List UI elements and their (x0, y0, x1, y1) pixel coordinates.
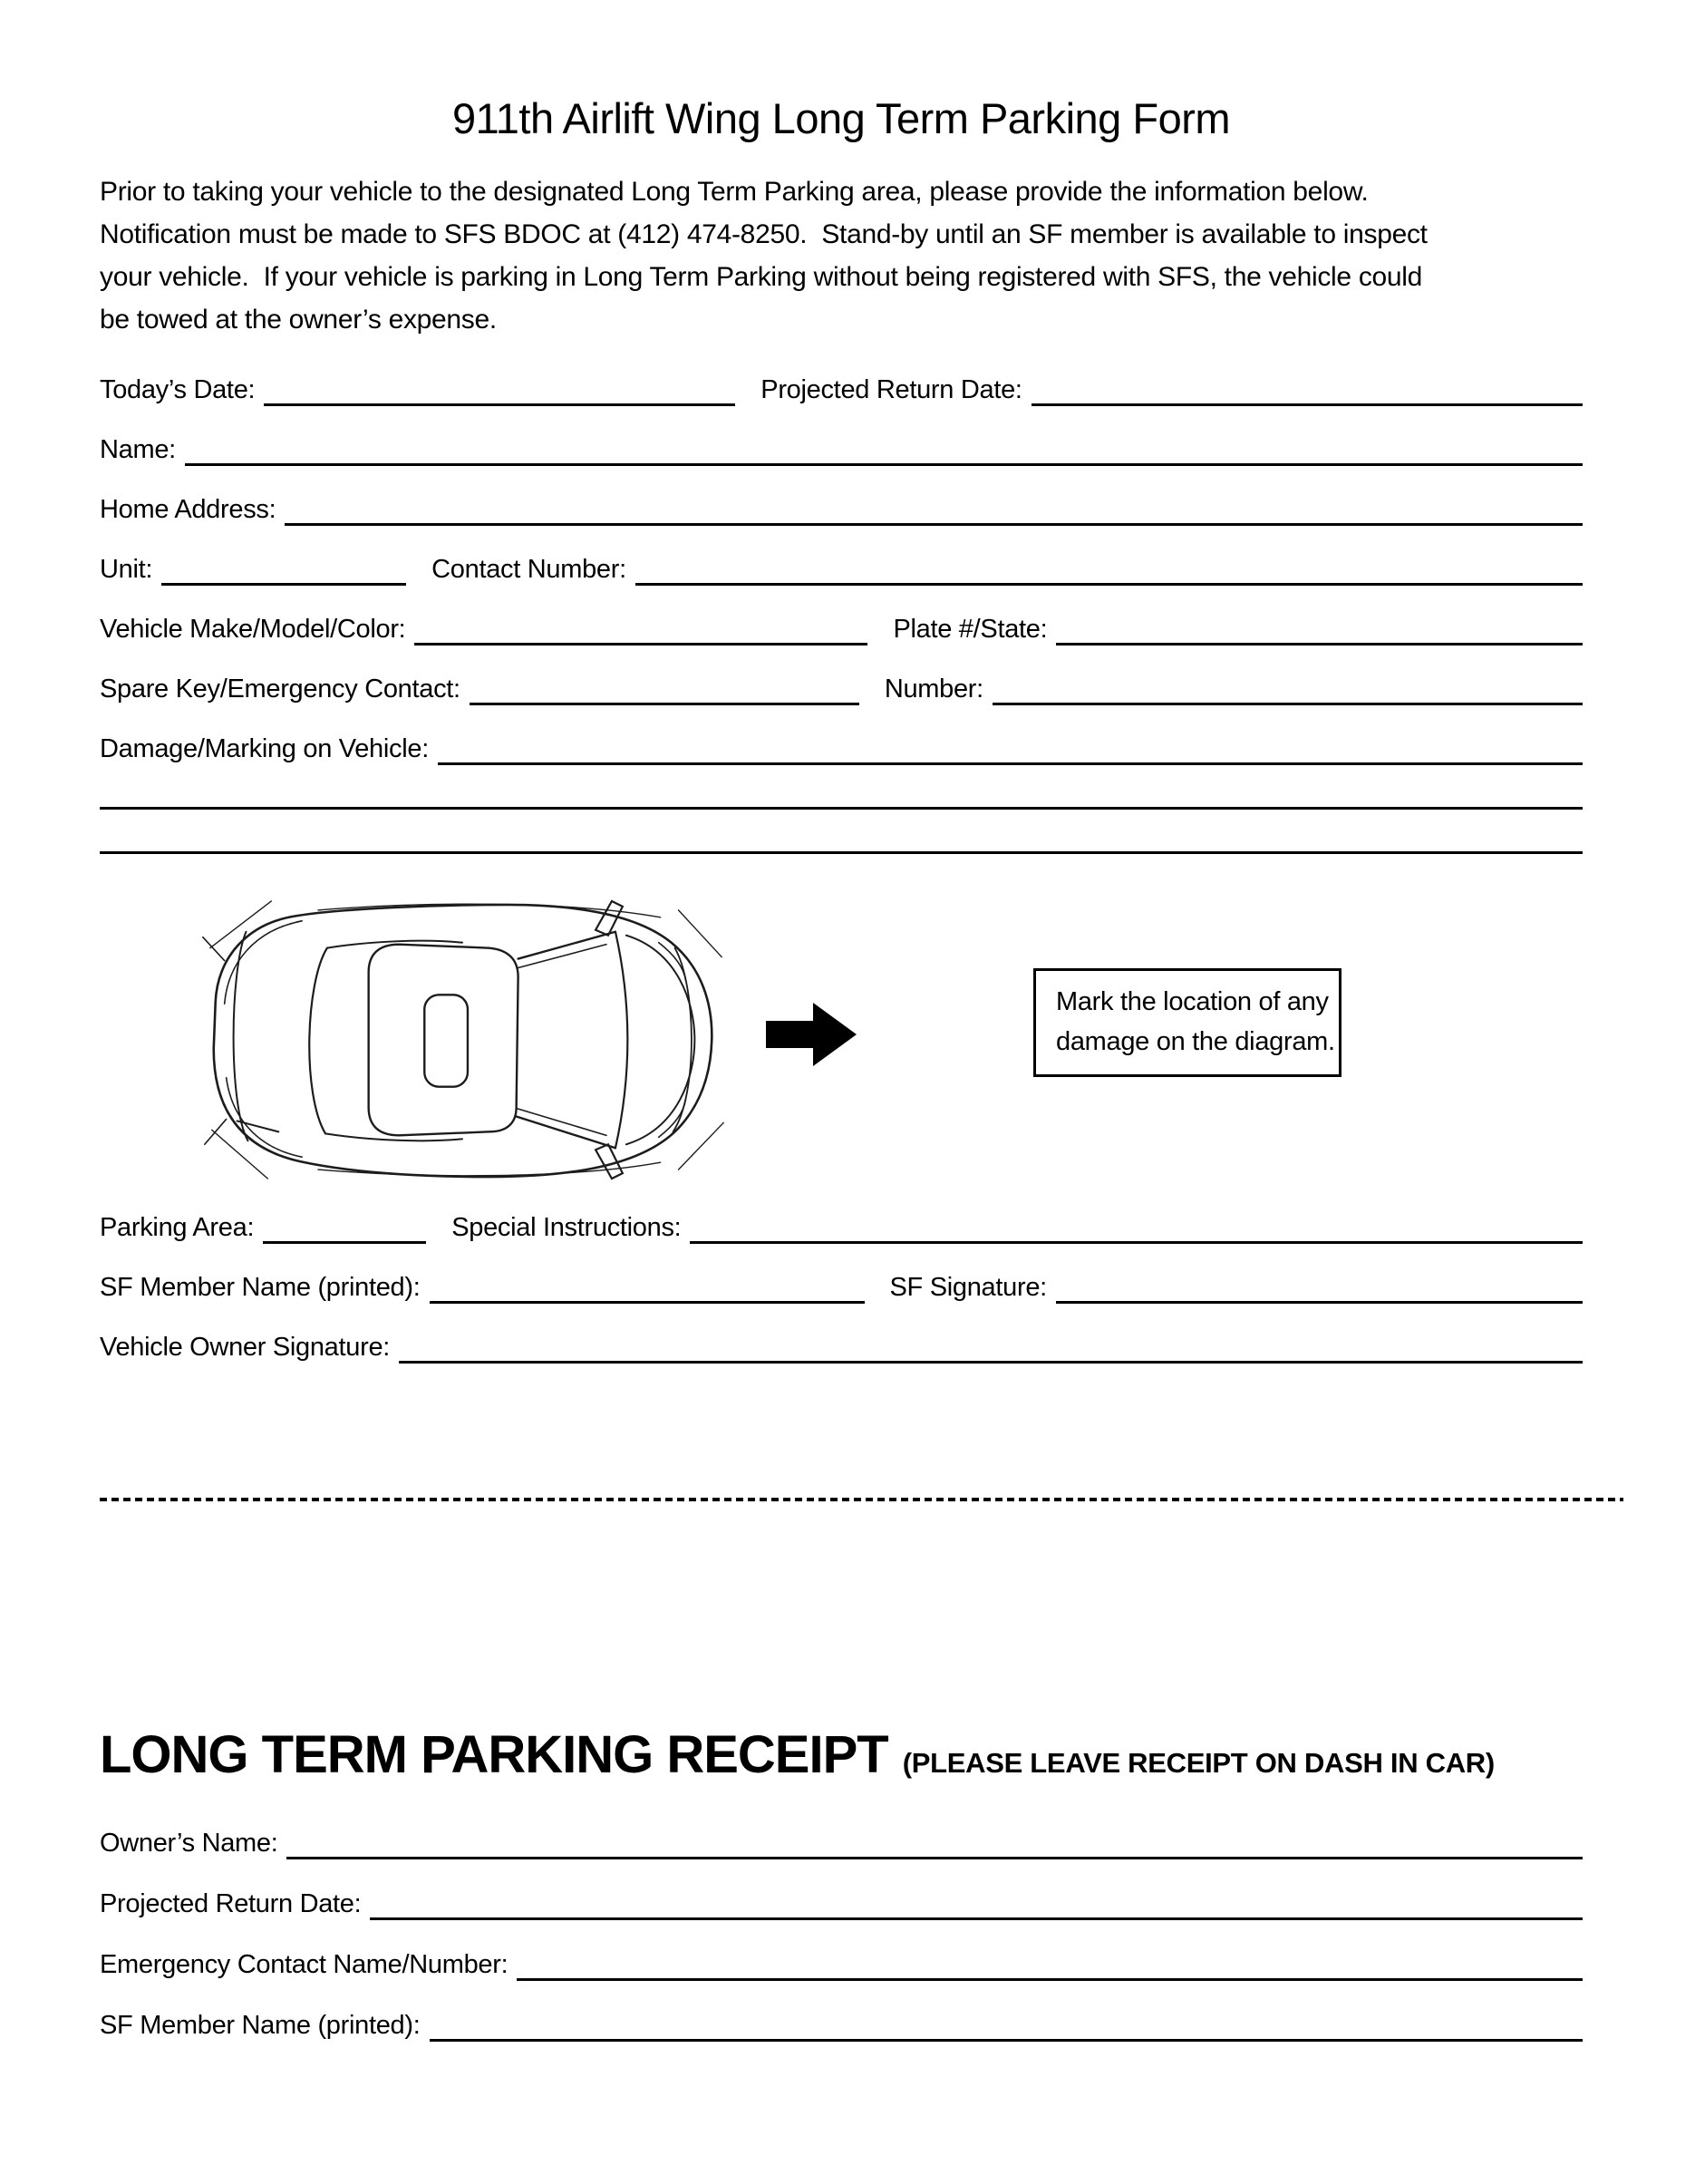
receipt-emergency-contact-row (100, 1948, 1583, 1981)
receipt-emergency-contact-label: Emergency Contact Name/Number: (100, 1950, 508, 1980)
receipt-emergency-contact-line[interactable] (517, 1948, 1583, 1981)
vehicle-owner-signature-label: Vehicle Owner Signature: (100, 1333, 391, 1363)
damage-marking-line[interactable] (438, 733, 1583, 765)
sf-signature-line[interactable] (1056, 1271, 1583, 1304)
unit-line[interactable] (161, 553, 406, 586)
receipt-owners-name-row (100, 1827, 1583, 1859)
receipt-header (100, 1724, 1583, 1785)
plate-state-line[interactable] (1056, 613, 1583, 645)
special-instructions-line[interactable] (690, 1211, 1583, 1244)
spare-key-number-row (100, 673, 1583, 705)
vehicle-owner-signature-row (100, 1331, 1583, 1364)
damage-extra-line-1[interactable] (100, 807, 1583, 810)
intro-line-4: be towed at the owner’s expense. (100, 305, 497, 335)
contact-number-line[interactable] (635, 553, 1583, 586)
receipt-title: LONG TERM PARKING RECEIPT (100, 1725, 888, 1785)
car-top-view-sketch[interactable] (190, 896, 734, 1184)
damage-note-line-1: Mark the location of any (1056, 987, 1329, 1017)
intro-paragraph (100, 170, 1583, 341)
name-line[interactable] (185, 433, 1583, 466)
spare-key-emergency-contact-line[interactable] (470, 673, 859, 705)
damage-diagram-section (100, 896, 1583, 1184)
parking-area-line[interactable] (263, 1211, 426, 1244)
dates-row (100, 374, 1583, 406)
home-address-row (100, 493, 1583, 526)
intro-line-2: Notification must be made to SFS BDOC at (412) 474-8250. Stand-by until an SF member is available to inspect (100, 219, 1428, 250)
receipt-projected-return-row (100, 1888, 1583, 1920)
page-title: 911th Airlift Wing Long Term Parking Form (451, 94, 1231, 142)
projected-return-date-label: Projected Return Date: (760, 375, 1022, 405)
cut-line-separator (100, 1498, 1623, 1501)
home-address-label: Home Address: (100, 495, 276, 525)
damage-extra-line-2[interactable] (100, 851, 1583, 854)
parking-area-row (100, 1211, 1583, 1244)
receipt-projected-return-date-line[interactable] (370, 1888, 1583, 1920)
name-label: Name: (100, 435, 176, 465)
plate-state-label: Plate #/State: (893, 615, 1048, 645)
right-arrow-icon (766, 1003, 857, 1066)
sf-signature-label: SF Signature: (889, 1273, 1047, 1303)
receipt-owners-name-label: Owner’s Name: (100, 1829, 278, 1859)
damage-marking-row (100, 733, 1583, 765)
damage-note-line-2: damage on the diagram. (1056, 1027, 1335, 1057)
receipt-sf-member-name-line[interactable] (430, 2009, 1584, 2042)
damage-marking-label: Damage/Marking on Vehicle: (100, 734, 429, 764)
vehicle-make-model-color-label: Vehicle Make/Model/Color: (100, 615, 406, 645)
number-label: Number: (884, 675, 983, 704)
contact-number-label: Contact Number: (431, 555, 626, 585)
sf-member-name-label: SF Member Name (printed): (100, 1273, 421, 1303)
intro-line-1: Prior to taking your vehicle to the designated Long Term Parking area, please provide the information below. (100, 177, 1369, 208)
parking-area-label: Parking Area: (100, 1213, 255, 1243)
special-instructions-label: Special Instructions: (451, 1213, 682, 1243)
name-row (100, 433, 1583, 466)
damage-note-box (1033, 968, 1341, 1077)
intro-line-3: your vehicle. If your vehicle is parking in Long Term Parking without being registered with SFS, the vehicle could (100, 262, 1423, 293)
projected-return-date-line[interactable] (1032, 374, 1583, 406)
sf-member-row (100, 1271, 1583, 1304)
number-line[interactable] (993, 673, 1583, 705)
spare-key-emergency-contact-label: Spare Key/Emergency Contact: (100, 675, 460, 704)
todays-date-line[interactable] (264, 374, 735, 406)
receipt-sf-member-row (100, 2009, 1583, 2042)
receipt-sf-member-name-label: SF Member Name (printed): (100, 2011, 421, 2041)
sf-member-name-line[interactable] (430, 1271, 865, 1304)
unit-contact-row (100, 553, 1583, 586)
todays-date-label: Today’s Date: (100, 375, 256, 405)
unit-label: Unit: (100, 555, 153, 585)
vehicle-plate-row (100, 613, 1583, 645)
vehicle-make-model-color-line[interactable] (414, 613, 867, 645)
home-address-line[interactable] (285, 493, 1583, 526)
receipt-subtitle: (PLEASE LEAVE RECEIPT ON DASH IN CAR) (902, 1747, 1495, 1780)
receipt-projected-return-date-label: Projected Return Date: (100, 1889, 362, 1919)
vehicle-owner-signature-line[interactable] (399, 1331, 1583, 1364)
receipt-owners-name-line[interactable] (286, 1827, 1583, 1859)
